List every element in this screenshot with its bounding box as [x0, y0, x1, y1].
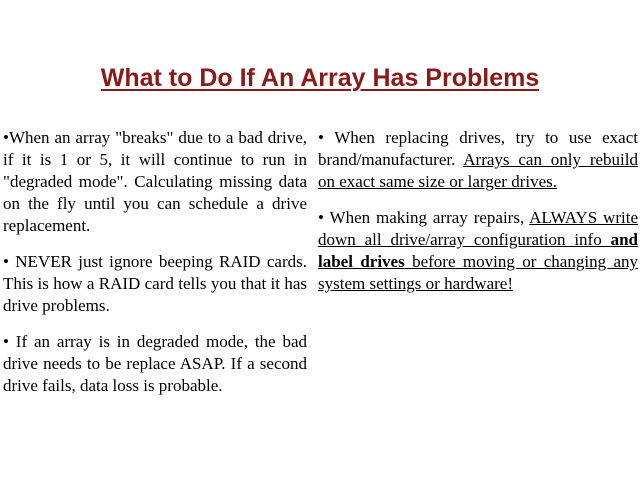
right-column [318, 127, 638, 309]
bullet-degraded-mode: •When an array "breaks" due to a bad drive, if it is 1 or 5, it will continue to run in "degraded mode". Calculating missing data on the fly until you can schedule a drive replacement. [3, 128, 307, 235]
before-moving-note: before moving or changing any system settings or hardware! [318, 252, 638, 293]
slide-title: What to Do If An Array Has Problems [100, 64, 540, 92]
bullet-replace-asap: • If an array is in degraded mode, the bad drive needs to be replace ASAP. If a second drive fails, data loss is probable. [3, 332, 307, 395]
array-repairs-lead: • When making array repairs, [318, 208, 530, 227]
bullet-array-repairs [318, 207, 638, 295]
label-drives-emphasis: and label drives [318, 230, 638, 271]
replacing-drives-lead: • When replacing drives, try to use exact brand/manufacturer. [318, 128, 638, 169]
bullet-replacing-drives [318, 127, 638, 193]
write-down-config-note: write down all drive/array configuration info [318, 208, 638, 249]
rebuild-same-size-note: Arrays can only rebuild on exact same size or larger drives. [318, 150, 639, 191]
always-emphasis: ALWAYS [529, 208, 598, 227]
left-column [3, 127, 307, 411]
bullet-beeping-raid-cards: • NEVER just ignore beeping RAID cards. This is how a RAID card tells you that it has drive problems. [3, 252, 307, 315]
